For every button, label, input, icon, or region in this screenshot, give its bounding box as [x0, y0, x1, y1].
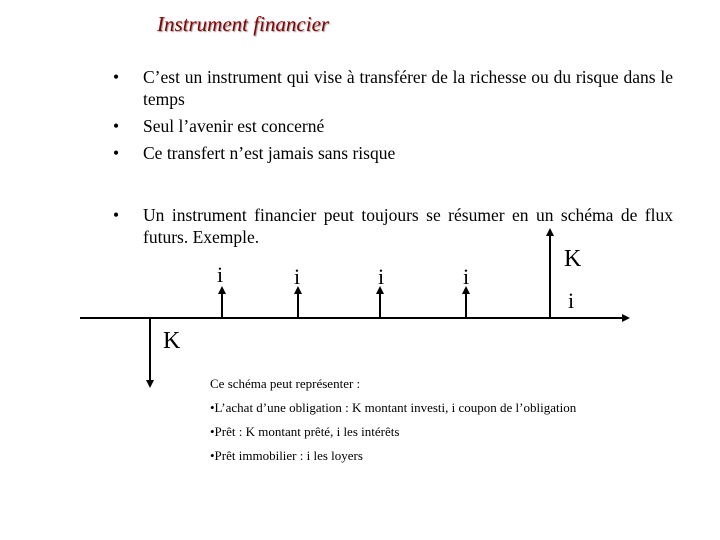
bullet-text: C’est un instrument qui vise à transférer de la richesse ou du risque dans le temps — [143, 67, 673, 109]
initial-principal-label: K — [163, 328, 181, 354]
note-line: •L’achat d’une obligation : K montant investi, i coupon de l’obligation — [210, 400, 577, 415]
coupon-label: i — [217, 262, 224, 287]
note-line: •Prêt immobilier : i les loyers — [210, 448, 363, 463]
coupon-label: i — [378, 264, 385, 289]
bullet-symbol: • — [113, 116, 120, 136]
bullet-symbol: • — [113, 143, 120, 163]
bullet-symbol: • — [113, 67, 120, 87]
bullet-symbol: • — [113, 205, 120, 225]
bullet-text: Un instrument financier peut toujours se résumer en un schéma de flux futurs. Exemple. — [143, 205, 673, 247]
bullet-text: Seul l’avenir est concerné — [143, 116, 325, 136]
note-line: •Prêt : K montant prêté, i les intérêts — [210, 424, 400, 439]
final-principal-label: K — [564, 246, 582, 272]
note-line: Ce schéma peut représenter : — [210, 376, 361, 391]
coupon-label: i — [463, 264, 470, 289]
coupon-label: i — [294, 264, 301, 289]
final-coupon-label: i — [568, 288, 575, 313]
bullet-text: Ce transfert n’est jamais sans risque — [143, 143, 396, 163]
page-title: Instrument financier — [157, 12, 330, 36]
